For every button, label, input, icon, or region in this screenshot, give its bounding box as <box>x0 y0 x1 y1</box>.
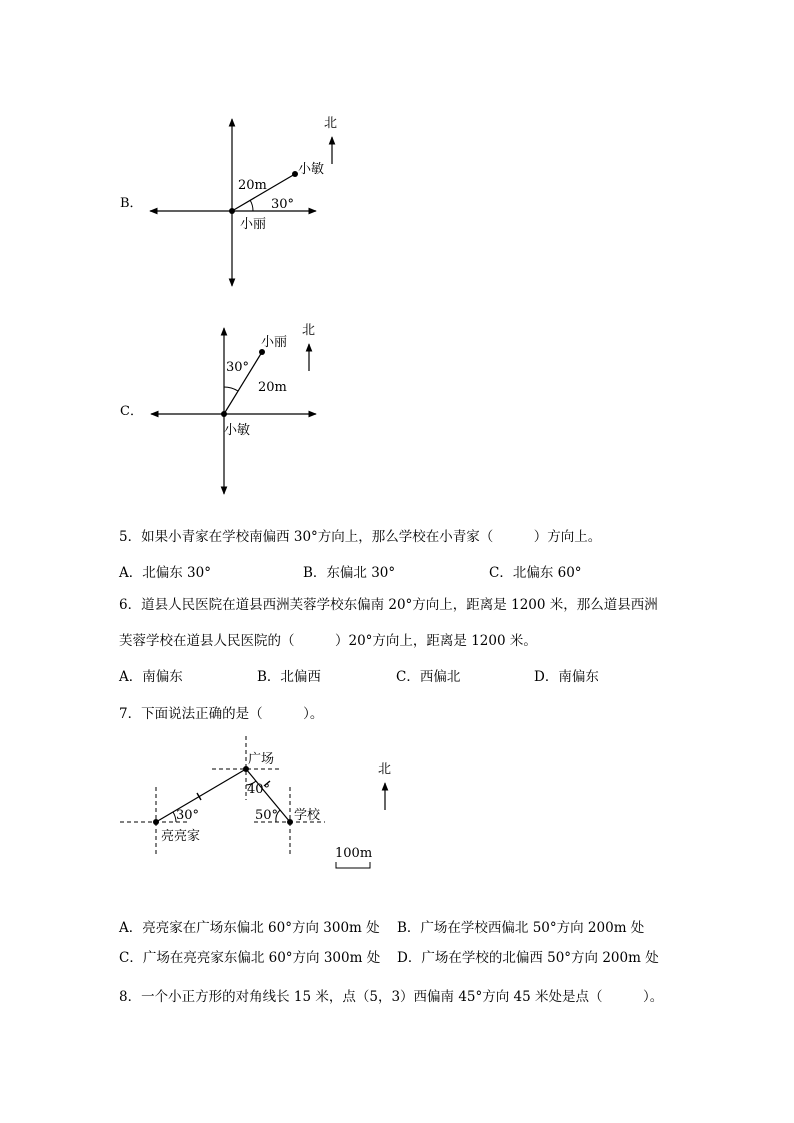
q7-option-d: D．广场在学校的北偏西 50°方向 200m 处 <box>397 950 659 966</box>
q6-option-b: B．北偏西 <box>257 669 321 685</box>
figure-b-point-label: 小敏 <box>298 162 325 177</box>
figure-c-north-label: 北 <box>302 323 316 338</box>
q7-home-square-line <box>156 769 246 822</box>
figure-c-angle-label: 30° <box>226 360 250 375</box>
figure-b-distance-label: 20m <box>238 178 267 193</box>
q5-option-c: C．北偏东 60° <box>489 565 582 581</box>
figure-c-distance-label: 20m <box>258 380 287 395</box>
q7-scale-bar <box>336 862 370 868</box>
q7-angle-home-label: 30° <box>176 808 200 823</box>
q8-stem: 8．一个小正方形的对角线长 15 米，点（5，3）西偏南 45°方向 45 米处是点（ ）。 <box>119 989 664 1005</box>
q7-stem: 7．下面说法正确的是（ ）。 <box>119 706 324 722</box>
q7-option-a: A．亮亮家在广场东偏北 60°方向 300m 处 <box>119 920 380 936</box>
q7-square-label: 广场 <box>248 752 275 767</box>
q6-option-a: A．南偏东 <box>119 669 183 685</box>
q5-stem: 5．如果小青家在学校南偏西 30°方向上，那么学校在小青家（ ）方向上。 <box>119 529 602 545</box>
q6-stem-line2: 芙蓉学校在道县人民医院的（ ）20°方向上，距离是 1200 米。 <box>119 633 537 649</box>
figure-b-origin-label: 小丽 <box>240 217 267 232</box>
q7-scale-label: 100m <box>335 846 373 861</box>
q7-option-b: B．广场在学校西偏北 50°方向 200m 处 <box>397 920 645 936</box>
option-b-label: B． <box>120 196 143 211</box>
q7-school-label: 学校 <box>294 808 321 823</box>
q6-option-c: C．西偏北 <box>396 669 461 685</box>
q6-option-d: D．南偏东 <box>534 669 599 685</box>
figure-b-angle-label: 30° <box>271 197 295 212</box>
q7-angle-school-label: 50° <box>255 808 279 823</box>
q7-option-c: C．广场在亮亮家东偏北 60°方向 300m 处 <box>119 950 381 966</box>
q5-option-a: A．北偏东 30° <box>119 565 211 581</box>
q5-option-b: B．东偏北 30° <box>303 565 396 581</box>
q7-home-dot <box>153 819 159 825</box>
q7-home-label: 亮亮家 <box>161 829 201 844</box>
q7-school-dot <box>287 819 293 825</box>
option-c-label: C． <box>120 404 143 419</box>
figure-c-origin-label: 小敏 <box>224 423 251 438</box>
q7-angle-square-label: 40° <box>247 782 271 797</box>
figure-c-point-label: 小丽 <box>261 335 288 350</box>
q6-stem-line1: 6．道县人民医院在道县西洲芙蓉学校东偏南 20°方向上，距离是 1200 米，那么道县西洲 <box>119 597 658 613</box>
q7-north-label: 北 <box>378 762 392 777</box>
figure-b-north-label: 北 <box>324 116 338 131</box>
